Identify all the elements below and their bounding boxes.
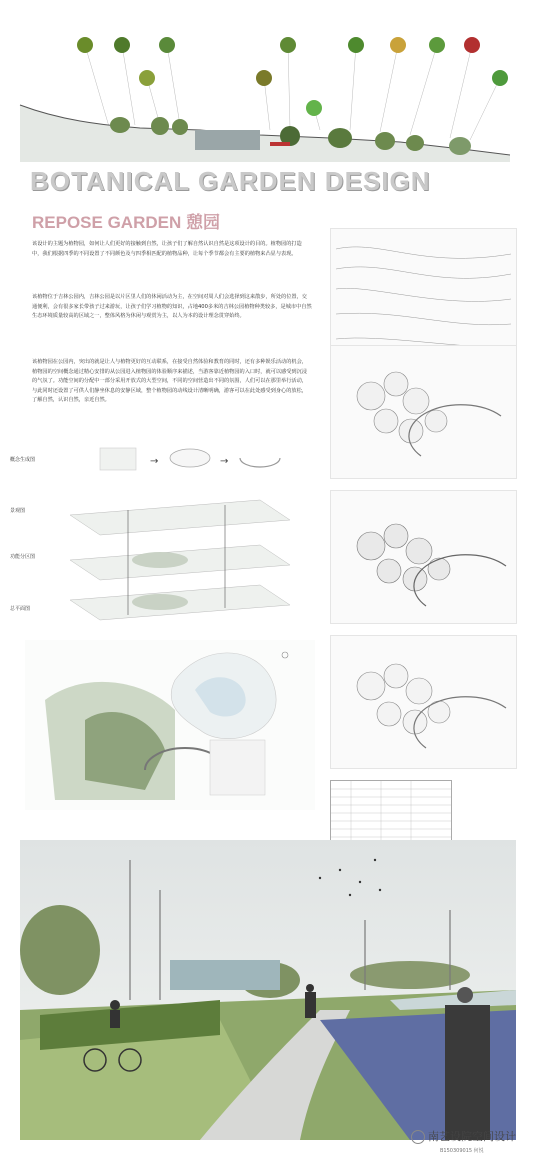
site-plan-drawing-3 [330,490,517,624]
concept-label: 概念生成图 [10,457,36,463]
site-plan-drawing-4 [330,635,517,769]
svg-text:→: → [150,456,159,467]
zoning-label: 功能分区图 [10,554,36,560]
svg-text:→: → [220,456,229,467]
intro-paragraph: 该设计的主题为植物园，如何让人们更好的接触到自然，让孩子们了解自然认识自然是这项设计的目的。植物园的打造中，我们根据四季的不同设置了不同颜色及与四季相匹配的植物品种，让每个季节都会有主要的植物来凸显与表现。 [32,241,302,257]
plant-thumbnails [77,37,508,116]
page-subtitle: REPOSE GARDEN 憩园 [32,213,220,232]
watermark-text: 南艺设院空间设计 [428,1130,516,1143]
site-paragraph: 该植物位于吉林公园内，吉林公园是以片区里人们的休闲活动为主，在空间对周人们会选择到这来散步，所处的位置，交通便利，会有很多家长带孩子过来游玩，让孩子们学习植物的知识，占地400多米的吉林公园植物种类较多，是城市中自然生态环境质量较高的区域之一，整体风格为休闲与观赏为主，以人为本的设计理念贯穿始终。 [32,294,312,319]
color-master-plan [25,640,315,810]
site-plan-drawing-1 [330,228,517,362]
layers-diagram [50,490,310,625]
page-title: BOTANICAL GARDEN DESIGN [30,166,431,196]
concept-diagram [80,440,300,480]
student-credit: B150309015 何悦 [440,1148,484,1154]
effect-label: 景观图 [10,508,26,514]
watermark [411,1128,516,1144]
site-plan-drawing-2 [330,345,517,479]
plan-label: 总平面图 [10,606,31,612]
concept-paragraph: 该植物园在公园内，突出的就是让人与植物更好的互动联系，在接受自然体验和教育的同时，还有多种娱乐活动的机会，植物园的空间概念通过精心安排的从公园进入植物园的体验顺序来描述，当游客靠近植物园的入口时，就可以感受到沉浸的气氛了。功能空间的分配中一部分采用开放式的大型空间，不同的空间营造出不同的氛围，人们可以在那里举行活动，与此同时还设置了可供人们静坐休息的安静区域，整个植物园的动线设计清晰明确，游客可以在此处感受到身心的放松，了解自然，认识自然，亲近自然。 [32,359,307,403]
elevation-drawing [0,30,536,170]
perspective-rendering [20,840,516,1140]
wechat-icon [411,1130,425,1144]
top-elevation [0,30,536,170]
